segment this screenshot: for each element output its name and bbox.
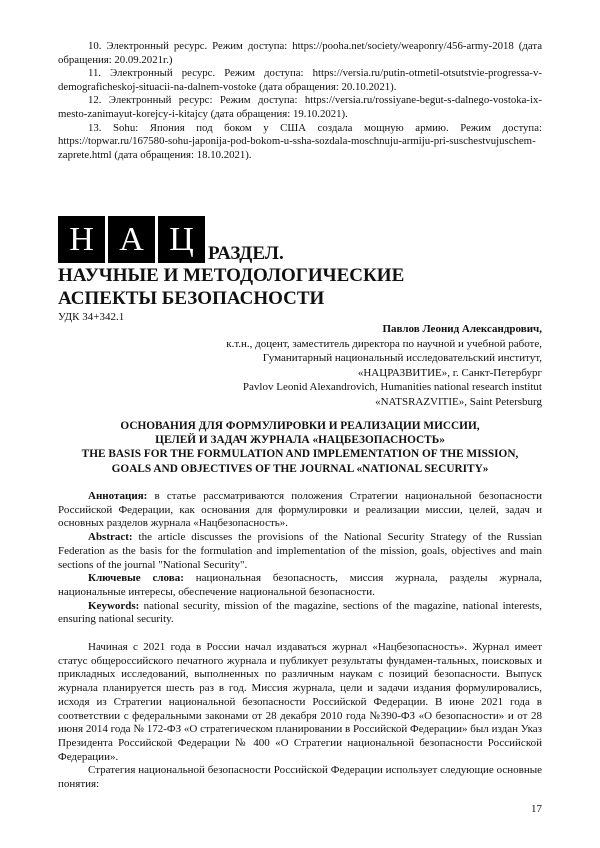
udk-code: УДК 34+342.1 bbox=[58, 311, 125, 323]
section-header bbox=[58, 216, 542, 309]
abstract-en bbox=[58, 531, 542, 572]
abstracts-block bbox=[58, 490, 542, 627]
logo-letter: А bbox=[108, 216, 155, 263]
keywords-ru-label: Ключевые слова: bbox=[88, 572, 184, 585]
abstract-ru bbox=[58, 490, 542, 531]
keywords-en-text: national security, mission of the magazine, sections of the magazine, national interests, ensuring national security. bbox=[58, 599, 542, 626]
author-name: Павлов Леонид Александрович, bbox=[382, 323, 542, 335]
journal-logo bbox=[58, 216, 208, 263]
keywords-en bbox=[58, 600, 542, 627]
reference-item: 10. Электронный ресурс. Режим доступа: https://pooha.net/society/weaponry/456-army-2018 (дата обращения: 20.09.2021г.) bbox=[58, 40, 542, 66]
article-title-ru: ОСНОВАНИЯ ДЛЯ ФОРМУЛИРОВКИ И РЕАЛИЗАЦИИ МИССИИ, bbox=[120, 420, 480, 432]
section-title-line: АСПЕКТЫ БЕЗОПАСНОСТИ bbox=[58, 288, 325, 309]
author-affiliation: к.т.н., доцент, заместитель директора по научной и учебной работе, bbox=[226, 337, 542, 350]
keywords-ru bbox=[58, 572, 542, 599]
body-paragraph: Начиная с 2021 года в России начал издаваться журнал «Нацбезопасность». Журнал имеет статус общероссийского печатного журнала и публикует результаты фундамен-тальных, поисковых и прикладных исследований, выполненных по различным наукам с позиций безопасности. Выпуск журнала планируется шесть раз в год. Миссия журнала, цели и задачи издания формулировались, исходя из Стратегии национальной безопасности Российской Федерации. В июне 2021 года в соответствии с федеральными законами от 28 декабря 2010 года №390-ФЗ «О безопасности» и от 28 июня 2014 года № 172-ФЗ «О стратегическом планировании в Российской Федерации» был издан Указ Президента Российской Федерации № 400 «О Стратегии национальной безопасности Российской Федерации». bbox=[58, 641, 542, 763]
logo-letter: Н bbox=[58, 216, 105, 263]
reference-item: 12. Электронный ресурс: Режим доступа: https://versia.ru/rossiyane-begut-s-dalnego-vostoka-ix-mesto-zanimayut-korejcy-i-kitajcy (дата обращения: 19.10.2021). bbox=[58, 94, 542, 120]
author-affiliation: «НАЦРАЗВИТИЕ», г. Санкт-Петербург bbox=[357, 366, 542, 379]
article-body bbox=[58, 641, 542, 792]
page-number: 17 bbox=[531, 803, 542, 815]
section-title-line: НАУЧНЫЕ И МЕТОДОЛОГИЧЕСКИЕ bbox=[58, 265, 405, 286]
abstract-en-text: the article discusses the provisions of the National Security Strategy of the Russian Federation as the basis for the formulation and implementation of the mission, goals, objectives and main sections of the journal "National Security". bbox=[58, 531, 542, 571]
logo-letter: Ц bbox=[158, 216, 205, 263]
abstract-ru-text: в статье рассматриваются положения Стратегии национальной безопасности Российской Федерации, как основания для формулировки и реализации миссии, целей, задач и основных разделов журнала «Нацбезопасность». bbox=[58, 490, 542, 530]
keywords-en-label: Keywords: bbox=[88, 599, 140, 612]
author-block bbox=[142, 322, 542, 409]
references-list bbox=[58, 40, 542, 162]
author-affiliation-en: «NATSRAZVITIE», Saint Petersburg bbox=[375, 395, 542, 408]
abstract-ru-label: Аннотация: bbox=[88, 490, 148, 502]
author-affiliation-en: Pavlov Leonid Alexandrovich, Humanities national research institut bbox=[242, 381, 542, 393]
article-title bbox=[58, 419, 542, 476]
article-title-en: GOALS AND OBJECTIVES OF THE JOURNAL «NATIONAL SECURITY» bbox=[111, 462, 489, 475]
keywords-ru-text: национальная безопасность, миссия журнала, разделы журнала, национальные интересы, обеспечение национальной безопасности. bbox=[58, 572, 542, 598]
reference-item: 11. Электронный ресурс. Режим доступа: https://versia.ru/putin-otmetil-otsutstvie-progressa-v-demograficheskoj-situacii-na-dalnem-vostoke (дата обращения: 20.10.2021). bbox=[58, 67, 542, 93]
article-title-ru: ЦЕЛЕЙ И ЗАДАЧ ЖУРНАЛА «НАЦБЕЗОПАСНОСТЬ» bbox=[155, 434, 445, 447]
reference-item: 13. Sohu: Япония под боком у США создала мощную армию. Режим доступа: https://topwar.ru/167580-sohu-japonija-pod-bokom-u-ssha-sozdala-moschnuju-armiju-pri-suschestvujuschem-zaprete.html (дата обращения: 18.10.2021). bbox=[58, 121, 542, 161]
abstract-en-label: Abstract: bbox=[88, 531, 133, 544]
body-paragraph: Стратегия национальной безопасности Российской Федерации использует следующие основные понятия: bbox=[58, 764, 542, 791]
section-label: РАЗДЕЛ. bbox=[208, 243, 284, 264]
author-affiliation: Гуманитарный национальный исследовательский институт, bbox=[262, 352, 542, 364]
article-title-en: THE BASIS FOR THE FORMULATION AND IMPLEMENTATION OF THE MISSION, bbox=[81, 448, 519, 461]
